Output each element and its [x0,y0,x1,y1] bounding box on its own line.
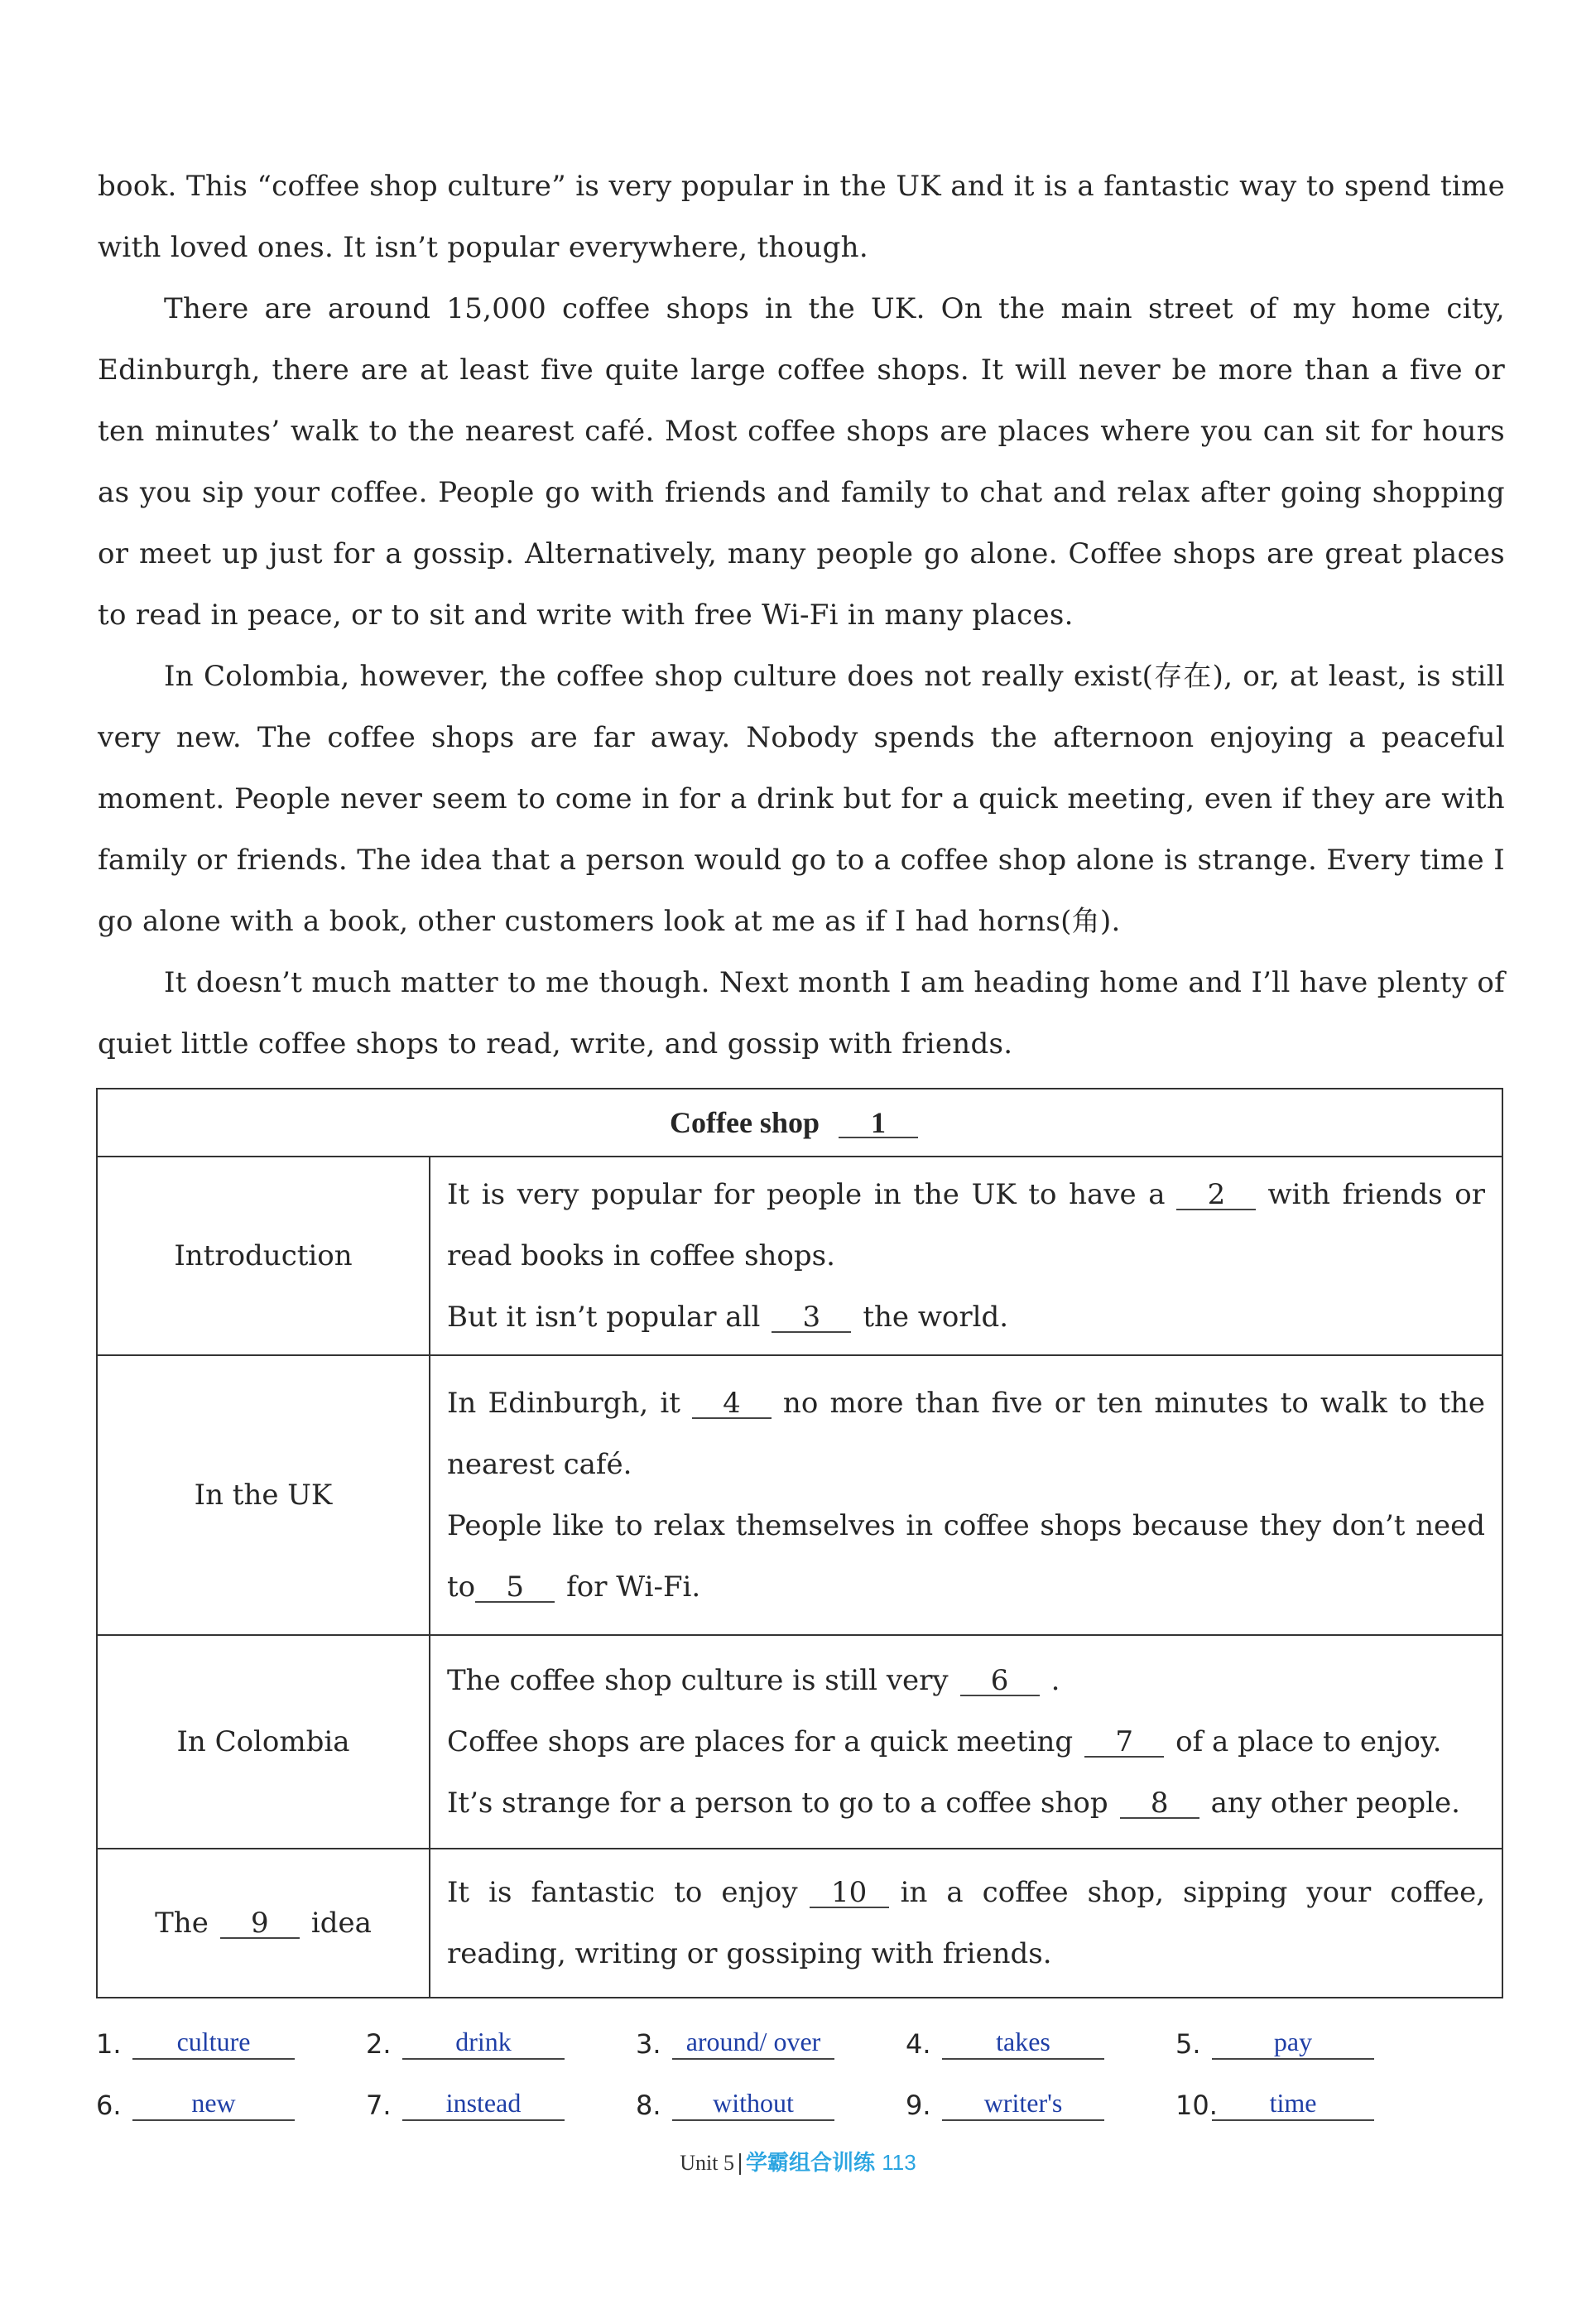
answer-number: 2. [366,2028,392,2060]
answer-8 [636,2086,906,2121]
paragraph-3: In Colombia, however, the coffee shop culture does not really exist(存在), or, at least, is still very new. The coffee shops are far away. Nobody spends the afternoon enjoying a peaceful moment. People never seem to come in for a drink but for a quick meeting, even if they are with family or friends. The idea that a person would go to a coffee shop alone is strange. Every time I go alone with a book, other customers look at me as if I had horns(角). [98,660,1505,938]
answer-2 [366,2025,636,2060]
row-label-idea [97,1849,430,1998]
cell-text: idea [310,1907,372,1940]
table-row [97,1355,1502,1635]
table-row [97,1849,1502,1998]
answer-number: 4. [906,2028,931,2060]
answer-number: 3. [636,2028,661,2060]
page-footer [0,2146,1596,2176]
answer-10 [1175,2086,1445,2121]
footer-divider [739,2153,741,2175]
answer-value: culture [132,2025,295,2060]
cell-text: in a coffee shop, sipping your coffee, reading, writing or gossiping with friends. [447,1876,1485,1970]
answer-row-2 [96,2086,1520,2121]
cell-text: Coffee shops are places for a quick meeting [447,1725,1074,1758]
row-content-colombia [430,1635,1502,1849]
unit-label: Unit 5 [680,2151,734,2175]
answer-row-1 [96,2025,1520,2060]
row-content-uk [430,1355,1502,1635]
row-label-uk: In the UK [97,1355,430,1635]
answer-value: writer's [942,2086,1104,2121]
answer-9 [906,2086,1175,2121]
page-number: 113 [882,2150,916,2175]
answer-number: 7. [366,2090,392,2121]
blank-4: 4 [692,1389,772,1419]
cell-text: It is very popular for people in the UK to have a [447,1178,1166,1211]
cell-text: of a place to enjoy. [1175,1725,1442,1758]
answer-1 [96,2025,366,2060]
cell-text: The coffee shop culture is still very [447,1664,949,1697]
paragraph-4: It doesn’t much matter to me though. Next month I am heading home and I’ll have plenty of quiet little coffee shops to read, write, and gossip with friends. [98,966,1505,1060]
row-label-introduction: Introduction [97,1157,430,1355]
blank-8: 8 [1120,1789,1199,1819]
answer-value: instead [402,2086,565,2121]
cell-text: for Wi-Fi. [566,1570,701,1604]
table-row [97,1157,1502,1355]
answer-value: new [132,2086,295,2121]
row-content-introduction [430,1157,1502,1355]
answer-value: around/ over [672,2025,834,2060]
row-label-colombia: In Colombia [97,1635,430,1849]
blank-5: 5 [475,1573,555,1603]
cell-text: . [1050,1664,1060,1697]
table-title-text: Coffee shop [670,1106,820,1139]
cell-text: The [155,1907,209,1940]
answer-number: 1. [96,2028,122,2060]
blank-7: 7 [1084,1728,1164,1758]
answer-value: takes [942,2025,1104,2060]
cell-text: the world. [863,1301,1009,1334]
cell-text: no more than five or ten minutes to walk to the nearest café. [447,1387,1485,1481]
answer-7 [366,2086,636,2121]
cell-text: People like to relax themselves in coffee shops because they don’t need to [447,1509,1485,1604]
answer-value: time [1212,2086,1374,2121]
summary-table [96,1088,1503,1998]
answer-3 [636,2025,906,2060]
answer-number: 5. [1175,2028,1201,2060]
cell-text: But it isn’t popular all [447,1301,761,1334]
blank-9: 9 [220,1909,300,1939]
cell-text: In Edinburgh, it [447,1387,680,1420]
answer-number: 10. [1175,2090,1218,2121]
answer-value: without [672,2086,834,2121]
cell-text: with friends or read books in coffee shops. [447,1178,1485,1272]
answer-value: drink [402,2025,565,2060]
brand-label: 学霸组合训练 [746,2151,876,2176]
reading-passage [98,156,1505,1075]
answer-number: 9. [906,2090,931,2121]
paragraph-2: There are around 15,000 coffee shops in the UK. On the main street of my home city, Edinburgh, there are at least five quite large coffee shops. It will never be more than a five or ten minutes’ walk to the nearest café. Most coffee shops are places where you can sit for hours as you sip your coffee. People go with friends and family to chat and relax after going shopping or meet up just for a gossip. Alternatively, many people go alone. Coffee shops are great places to read in peace, or to sit and write with free Wi-Fi in many places. [98,292,1505,632]
blank-10: 10 [810,1878,889,1908]
answer-4 [906,2025,1175,2060]
table-title [97,1089,1502,1157]
answer-value: pay [1212,2025,1374,2060]
answer-number: 8. [636,2090,661,2121]
answer-number: 6. [96,2090,122,2121]
blank-1: 1 [839,1109,918,1138]
row-content-idea [430,1849,1502,1998]
table-row [97,1635,1502,1849]
cell-text: It’s strange for a person to go to a coffee shop [447,1787,1108,1820]
table-header-row [97,1089,1502,1157]
answer-6 [96,2086,366,2121]
blank-3: 3 [772,1303,851,1333]
answer-5 [1175,2025,1445,2060]
cell-text: any other people. [1210,1787,1460,1820]
cell-text: It is fantastic to enjoy [447,1876,798,1909]
blank-2: 2 [1176,1181,1256,1210]
blank-6: 6 [960,1666,1040,1696]
paragraph-1: book. This “coffee shop culture” is very popular in the UK and it is a fantastic way to spend time with loved ones. It isn’t popular everywhere, though. [98,170,1505,264]
